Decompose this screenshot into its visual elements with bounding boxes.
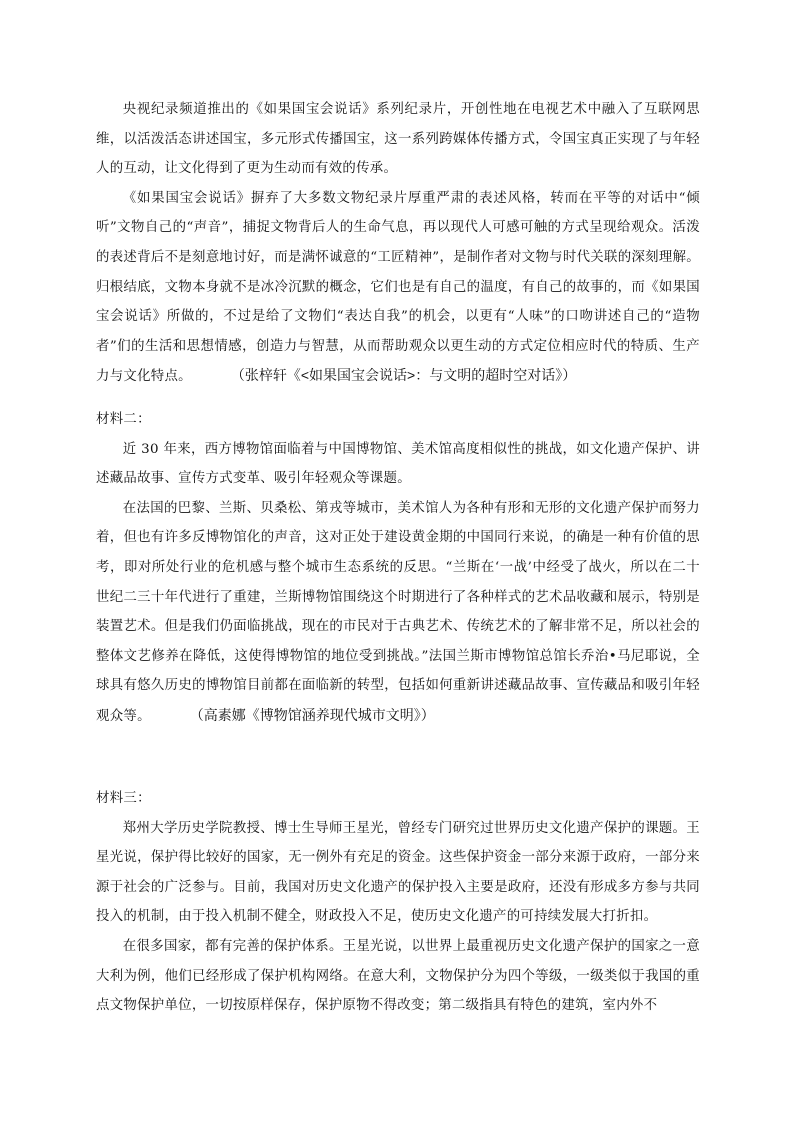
material-one-paragraph-2-text: 《如果国宝会说话》摒弃了大多数文物纪录片厚重严肃的表述风格，转而在平等的对话中“倾听”文物自己的“声音”，捕捉文物背后人的生命气息，再以现代人可感可触的方式呈现给观众。活泼的表述背后不是刻意地讨好，而是满怀诚意的“工匠精神”，是制作者对文物与时代关联的深刻理解。归根结底，文物本身就不是冰冷沉默的概念，它们也是有自己的温度，有自己的故事的，而《如果国宝会说话》所做的，不过是给了文物们“表达自我”的机会，以更有“人味”的口吻讲述自己的“造物者”们的生活和思想情感，创造力与智慧，从而帮助观众以更生动的方式定位相应时代的特质、生产力与文化特点。 [96, 190, 700, 385]
material-three [96, 784, 700, 1021]
material-one-paragraph-1: 央视纪录频道推出的《如果国宝会说话》系列纪录片，开创性地在电视艺术中融入了互联网思维，以活泼活态讲述国宝，多元形式传播国宝，这一系列跨媒体传播方式，令国宝真正实现了与年轻人的互动，让文化得到了更为生动而有效的传承。 [96, 102, 700, 177]
material-three-heading: 材料三： [96, 791, 151, 806]
material-three-paragraph-2: 在很多国家，都有完善的保护体系。王星光说，以世界上最重视历史文化遗产保护的国家之一意大利为例，他们已经形成了保护机构网络。在意大利，文物保护分为四个等级，一级类似于我国的重点文物保护单位，一切按原样保存，保护原物不得改变；第二级指具有特色的建筑，室内外不 [96, 938, 700, 1014]
material-one-paragraph-2 [96, 184, 700, 392]
material-two-source: （高素娜《博物馆涵养现代城市文明》） [196, 706, 435, 723]
material-three-paragraph-1: 郑州大学历史学院教授、博士生导师王星光，曾经专门研究过世界历史文化遗产保护的课题。王星光说，保护得比较好的国家，无一例外有充足的资金。这些保护资金一部分来源于政府，一部分来源于社会的广泛参与。目前，我国对历史文化遗产的保护投入主要是政府，还没有形成多方参与共同投入的机制，由于投入机制不健全，财政投入不足，使历史文化遗产的可持续发展大打折扣。 [96, 820, 700, 925]
material-two [96, 405, 700, 732]
material-one-source: （张梓轩《<如果国宝会说话>：与文明的超时空对话》） [237, 367, 577, 384]
material-two-paragraph-2 [96, 494, 700, 732]
material-two-paragraph-2-text: 在法国的巴黎、兰斯、贝桑松、第戎等城市，美术馆人为各种有形和无形的文化遗产保护而努力着，但也有许多反博物馆化的声音，这对正处于建设黄金期的中国同行来说，的确是一种有价值的思考，即对所处行业的危机感与整个城市生态系统的反思。“兰斯在‘一战’中经受了战火，所以在二十世纪二三十年代进行了重建，兰斯博物馆围绕这个时期进行了各种样式的艺术品收藏和展示，特别是装置艺术。但是我们仍面临挑战，现在的市民对于古典艺术、传统艺术的了解非常不足，所以社会的整体文艺修养在降低，这使得博物馆的地位受到挑战。”法国兰斯市博物馆总馆长乔治•马尼耶说，全球具有悠久历史的博物馆目前都在面临新的转型，包括如何重新讲述藏品故事、宣传藏品和吸引年轻观众等。 [96, 500, 700, 724]
material-two-paragraph-1: 近 30 年来，西方博物馆面临着与中国博物馆、美术馆高度相似性的挑战，如文化遗产保护、讲述藏品故事、宣传方式变革、吸引年轻观众等课题。 [96, 441, 700, 487]
material-two-heading: 材料二： [96, 412, 151, 427]
material-one [96, 95, 700, 392]
